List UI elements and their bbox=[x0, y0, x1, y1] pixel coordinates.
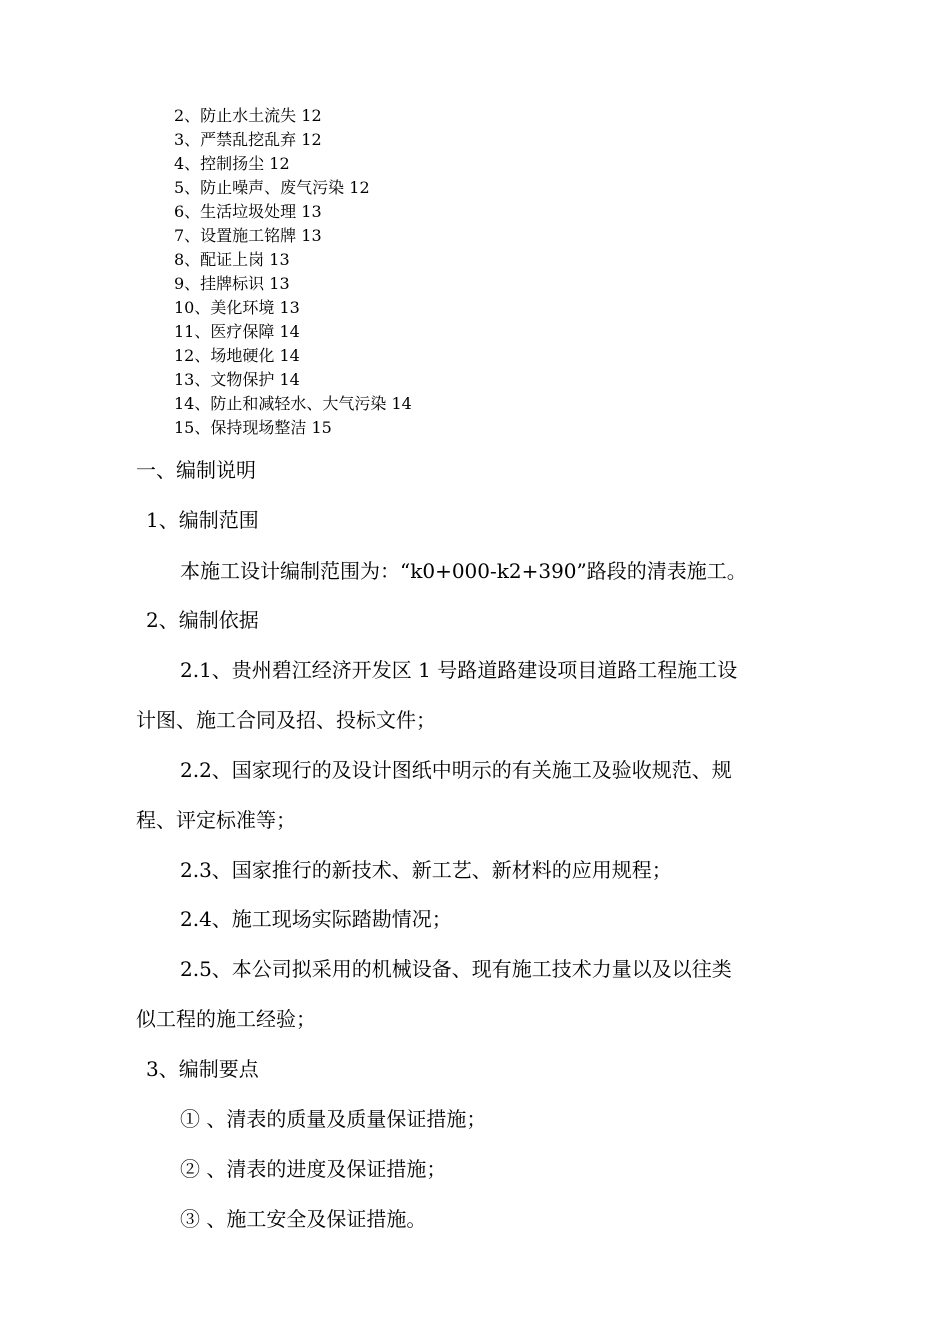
toc-item: 15、保持现场整洁 15 bbox=[174, 418, 332, 437]
basis-item-2: 2.2、国家现行的及设计图纸中明示的有关施工及验收规范、规 bbox=[180, 758, 732, 782]
points-item-2: ② 、清表的进度及保证措施； bbox=[180, 1157, 447, 1181]
basis-item-2-cont: 程、评定标准等； bbox=[136, 808, 296, 832]
toc-item: 5、防止噪声、废气污染 12 bbox=[174, 178, 370, 197]
toc-item: 6、生活垃圾处理 13 bbox=[174, 202, 322, 221]
toc-item: 8、配证上岗 13 bbox=[174, 250, 290, 269]
scope-text: 本施工设计编制范围为：“k0+000-k2+390”路段的清表施工。 bbox=[180, 559, 747, 583]
toc-item: 12、场地硬化 14 bbox=[174, 346, 300, 365]
table-of-contents bbox=[174, 104, 412, 440]
points-item-3: ③ 、施工安全及保证措施。 bbox=[180, 1207, 427, 1231]
basis-item-4: 2.4、施工现场实际踏勘情况； bbox=[180, 907, 452, 931]
toc-item: 10、美化环境 13 bbox=[174, 298, 300, 317]
toc-item: 4、控制扬尘 12 bbox=[174, 154, 290, 173]
scope-heading: 1、编制范围 bbox=[146, 508, 259, 532]
basis-item-5: 2.5、本公司拟采用的机械设备、现有施工技术力量以及以往类 bbox=[180, 957, 732, 981]
basis-heading: 2、编制依据 bbox=[146, 608, 259, 632]
toc-item: 9、挂牌标识 13 bbox=[174, 274, 290, 293]
toc-item: 11、医疗保障 14 bbox=[174, 322, 300, 341]
basis-item-1: 2.1、贵州碧江经济开发区 1 号路道路建设项目道路工程施工设 bbox=[180, 658, 738, 682]
points-item-1: ① 、清表的质量及质量保证措施； bbox=[180, 1107, 487, 1131]
toc-item: 3、严禁乱挖乱弃 12 bbox=[174, 130, 322, 149]
toc-item: 14、防止和减轻水、大气污染 14 bbox=[174, 394, 412, 413]
toc-item: 7、设置施工铭牌 13 bbox=[174, 226, 322, 245]
basis-item-1-cont: 计图、施工合同及招、投标文件； bbox=[136, 708, 436, 732]
section-title: 一、编制说明 bbox=[136, 458, 256, 482]
basis-item-5-cont: 似工程的施工经验； bbox=[136, 1007, 316, 1031]
basis-item-3: 2.3、国家推行的新技术、新工艺、新材料的应用规程； bbox=[180, 858, 672, 882]
toc-item: 13、文物保护 14 bbox=[174, 370, 300, 389]
toc-item: 2、防止水土流失 12 bbox=[174, 106, 322, 125]
points-heading: 3、编制要点 bbox=[146, 1057, 259, 1081]
